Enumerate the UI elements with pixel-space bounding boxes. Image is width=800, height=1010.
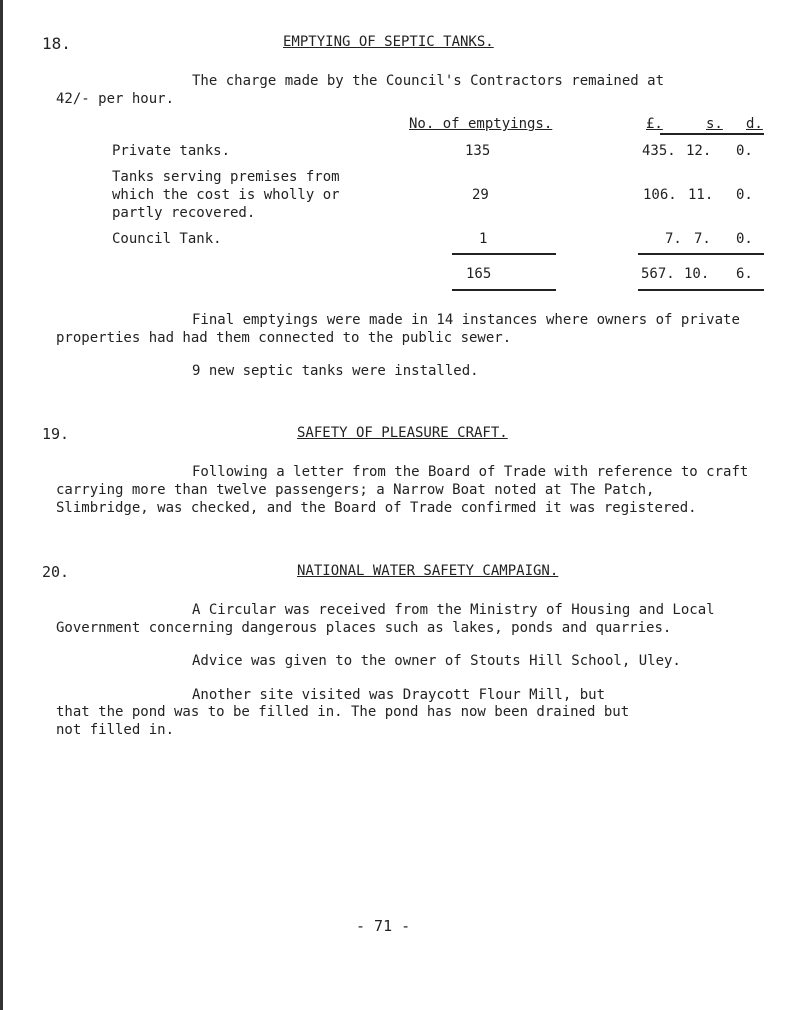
section-19-line2: carrying more than twelve passengers; a Narrow Boat noted at The Patch,	[56, 482, 655, 498]
total-count-rule-bottom	[452, 289, 556, 291]
total-money-rule-top	[638, 253, 764, 255]
section-20-para3-line1: Another site visited was Draycott Flour Mill, but	[192, 687, 606, 703]
row-count: 29	[472, 187, 489, 203]
header-shillings: s.	[706, 116, 723, 132]
section-20-para3-line3: not filled in.	[56, 722, 175, 738]
total-pounds: 567.	[641, 266, 675, 282]
row-count: 1	[479, 231, 488, 247]
header-count: No. of emptyings.	[409, 116, 553, 132]
row-pence: 0.	[736, 143, 753, 159]
section-20-para3-line2: that the pond was to be filled in. The pond has now been drained but	[56, 704, 630, 720]
header-pence: d.	[746, 116, 763, 132]
section-18-number: 18.	[42, 34, 71, 53]
section-18-para3: 9 new septic tanks were installed.	[192, 363, 479, 379]
row-label: which the cost is wholly or	[112, 187, 340, 203]
row-label: partly recovered.	[112, 205, 256, 221]
row-pence: 0.	[736, 231, 753, 247]
page-number: - 71 -	[356, 917, 411, 935]
row-label: Council Tank.	[112, 231, 222, 247]
total-shillings: 10.	[684, 266, 710, 282]
section-19-title: SAFETY OF PLEASURE CRAFT.	[297, 425, 508, 441]
row-shillings: 7.	[694, 231, 711, 247]
row-count: 135	[465, 143, 491, 159]
total-count: 165	[466, 266, 492, 282]
total-money-rule-bottom	[638, 289, 764, 291]
section-20-number: 20.	[42, 563, 70, 581]
row-pounds: 106.	[643, 187, 677, 203]
row-pounds: 435.	[642, 143, 676, 159]
row-shillings: 12.	[686, 143, 712, 159]
total-count-rule-top	[452, 253, 556, 255]
section-19-line1: Following a letter from the Board of Trade with reference to craft	[192, 464, 749, 480]
row-label: Private tanks.	[112, 143, 231, 159]
section-18-para2-line1: Final emptyings were made in 14 instances where owners of private	[192, 312, 740, 328]
section-18-para2-line2: properties had had them connected to the public sewer.	[56, 330, 512, 346]
page-edge	[0, 0, 3, 1010]
section-18-title: EMPTYING OF SEPTIC TANKS.	[283, 34, 494, 50]
section-19-line3: Slimbridge, was checked, and the Board of Trade confirmed it was registered.	[56, 500, 697, 516]
row-pence: 0.	[736, 187, 753, 203]
header-money-rule	[660, 133, 764, 135]
row-label: Tanks serving premises from	[112, 169, 340, 185]
section-20-para1-line2: Government concerning dangerous places such as lakes, ponds and quarries.	[56, 620, 672, 636]
section-20-title: NATIONAL WATER SAFETY CAMPAIGN.	[297, 563, 559, 579]
section-19-number: 19.	[42, 425, 70, 443]
section-20-para2: Advice was given to the owner of Stouts Hill School, Uley.	[192, 653, 681, 669]
header-pounds: £.	[646, 116, 663, 132]
section-20-para1-line1: A Circular was received from the Ministry of Housing and Local	[192, 602, 715, 618]
row-pounds: 7.	[665, 231, 682, 247]
row-shillings: 11.	[688, 187, 714, 203]
total-pence: 6.	[736, 266, 753, 282]
section-18-intro-line1: The charge made by the Council's Contractors remained at	[192, 73, 665, 89]
section-18-intro-line2: 42/- per hour.	[56, 91, 175, 107]
